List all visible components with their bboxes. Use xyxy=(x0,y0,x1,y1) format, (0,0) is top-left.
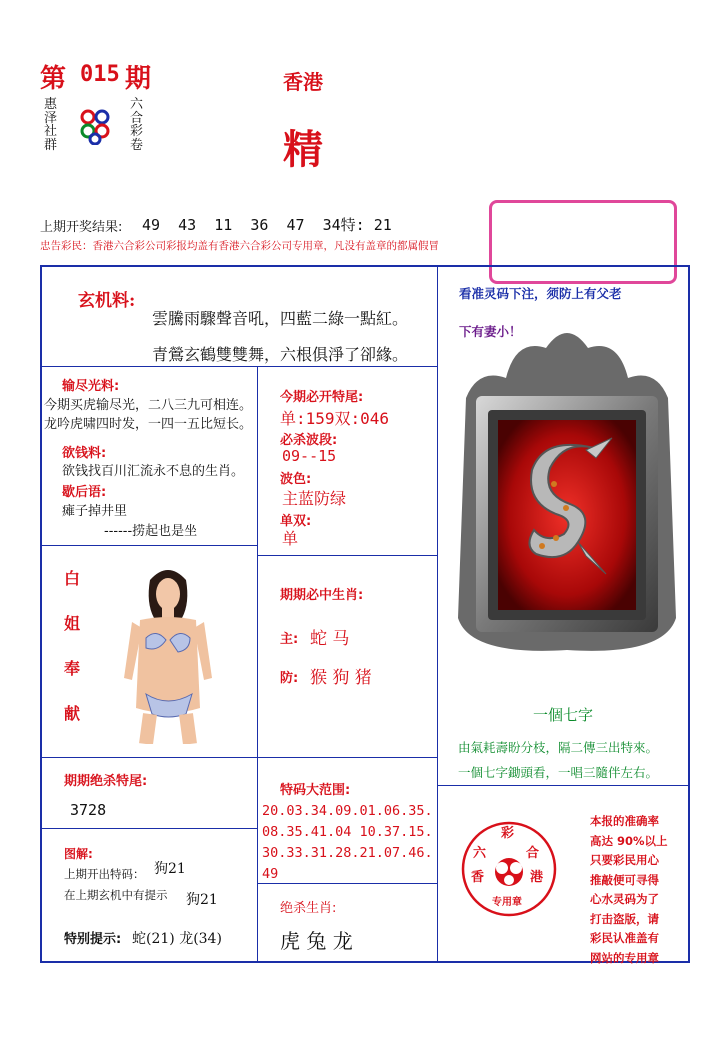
baijie-char: 白 xyxy=(64,569,81,588)
bosha-label: 必杀波段: xyxy=(280,433,338,448)
tema-row: 30.33.31.28.21.07.46. xyxy=(262,845,433,861)
club-name-vertical xyxy=(44,98,57,153)
accuracy-line: 高达 90%以上 xyxy=(590,833,668,848)
accuracy-line: 只要彩民用心 xyxy=(590,853,659,867)
seal-left: 六 xyxy=(473,846,487,861)
right-column-divider xyxy=(437,265,438,962)
lottery-char: 合 xyxy=(130,110,144,126)
xiehouyu-label: 歇后语: xyxy=(62,485,107,500)
middle-divider xyxy=(257,366,258,962)
baijie-vertical xyxy=(64,566,80,724)
bizhong-fang-value: 猴 狗 猪 xyxy=(310,668,372,688)
color-value: 主蓝防绿 xyxy=(282,489,347,508)
baijie-char: 姐 xyxy=(64,614,81,633)
bizhong-title: 期期必中生肖: xyxy=(280,588,364,603)
tema-row: 49 xyxy=(262,866,279,882)
color-label: 波色: xyxy=(280,472,312,487)
issue-di: 第 xyxy=(40,64,67,94)
shujin-label: 输尽光料: xyxy=(62,379,120,394)
dan-label: 单双: xyxy=(280,514,312,529)
dan-value: 单 xyxy=(282,529,299,548)
jueshashengxiao-value: 虎 兔 龙 xyxy=(280,929,353,953)
results-numbers: 49 43 11 36 47 34特: 21 xyxy=(142,216,392,234)
divider xyxy=(257,555,437,556)
lottery-name-vertical xyxy=(130,98,143,153)
tema-row: 20.03.34.09.01.06.35. xyxy=(262,803,433,819)
seal-bottom: 专用章 xyxy=(492,897,522,908)
frame-right xyxy=(688,265,690,962)
tema-row: 08.35.41.04 10.37.15. xyxy=(262,824,433,840)
divider xyxy=(40,757,437,758)
accuracy-line: 本报的准确率 xyxy=(590,814,659,828)
xiehouyu-text2: ------捞起也是坐 xyxy=(104,524,198,539)
tema-numbers xyxy=(262,801,433,885)
baijie-char: 献 xyxy=(64,704,81,723)
tujie-line2-label: 在上期玄机中有提示 xyxy=(64,888,168,902)
frame-left xyxy=(40,265,42,962)
xuanji-line2: 青鶯玄鶴雙雙舞，六根俱淨了卻緣。 xyxy=(152,345,409,364)
lottery-char: 卷 xyxy=(130,137,144,153)
region-title: 香港 xyxy=(283,70,323,94)
yuyan-text: 欲钱找百川汇流永不息的生肖。 xyxy=(62,464,245,479)
accuracy-line: 心水灵码为了 xyxy=(590,892,659,906)
frame-top xyxy=(40,265,690,267)
tujie-line1-label: 上期开出特码： xyxy=(64,867,145,881)
main-title-char: 精 xyxy=(283,126,323,173)
issue-qi: 期 xyxy=(125,64,152,94)
bizhong-main-value: 蛇 马 xyxy=(310,629,350,649)
yuyan-label: 欲钱料: xyxy=(62,446,107,461)
issue-number: 015 xyxy=(80,62,120,87)
xiehouyu-text1: 瘫子掉井里 xyxy=(62,504,128,519)
club-char: 社 xyxy=(44,124,58,140)
tujie-label: 图解: xyxy=(64,847,93,861)
xuanji-label: 玄机料: xyxy=(78,291,136,311)
xuanji-line1: 雲騰雨驟聲音吼，四藍二綠一點紅。 xyxy=(152,309,409,328)
club-char: 泽 xyxy=(44,110,58,126)
seal-bottom-right: 港 xyxy=(530,870,544,885)
club-char: 惠 xyxy=(44,97,58,112)
right-top-line1: 看准灵码下注，须防上有父老 xyxy=(459,286,622,301)
seal-bottom-left: 香 xyxy=(471,870,485,885)
shujin-line1: 今期买虎输尽光，二八三九可相连。 xyxy=(44,398,253,413)
bitewei-value: 单:159双:046 xyxy=(280,409,390,428)
tishi-label: 特别提示: xyxy=(64,932,122,947)
lottery-char: 六 xyxy=(130,97,144,112)
divider xyxy=(40,366,437,367)
jueshashengxiao-label: 绝杀生肖: xyxy=(280,901,337,916)
juesha-value: 3728 xyxy=(70,801,107,819)
accuracy-line: 推敲便可寻得 xyxy=(590,872,659,887)
tishi-value: 蛇(21) 龙(34) xyxy=(132,931,222,947)
accuracy-line: 网站的专用章 xyxy=(590,950,659,965)
divider xyxy=(40,545,257,546)
warning-text: 忠告彩民：香港六合彩公司彩报均盖有香港六合彩公司专用章，凡没有盖章的都属假冒 xyxy=(40,240,439,252)
seal-top: 彩 xyxy=(501,826,515,841)
lottery-logo-icon xyxy=(78,107,112,145)
qizi-line2: 一個七字鋤頭看，一唱三隨伴左右。 xyxy=(458,765,659,780)
model-photo xyxy=(120,558,215,744)
seal-right: 合 xyxy=(526,846,540,861)
bosha-value: 09--15 xyxy=(282,447,337,465)
accuracy-line: 彩民认准盖有 xyxy=(590,931,659,945)
accuracy-line: 打击盗版，请 xyxy=(590,911,659,926)
dragon-frame-image xyxy=(446,318,688,656)
tujie-line1-value: 狗21 xyxy=(154,861,186,877)
tema-title: 特码大范围: xyxy=(280,783,351,798)
right-top-line2: 下有妻小！ xyxy=(459,324,522,339)
shujin-line2: 龙吟虎啸四时发，一四一五比短长。 xyxy=(44,417,253,432)
stamp-box xyxy=(489,200,677,284)
club-char: 群 xyxy=(44,137,58,153)
qizi-line1: 由氣耗壽盼分枝，隔二傳三出特來。 xyxy=(458,740,659,755)
results-label: 上期开奖结果: xyxy=(40,220,123,235)
divider xyxy=(437,785,689,786)
qizi-title: 一個七字 xyxy=(533,706,594,724)
accuracy-text xyxy=(590,812,668,968)
divider xyxy=(40,828,257,829)
lottery-char: 彩 xyxy=(130,124,144,140)
baijie-char: 奉 xyxy=(64,659,81,678)
tujie-line2-value: 狗21 xyxy=(186,892,218,908)
bitewei-title: 今期必开特尾: xyxy=(280,390,364,405)
juesha-title: 期期绝杀特尾: xyxy=(64,774,148,789)
bizhong-main-label: 主: xyxy=(280,632,299,647)
bizhong-fang-label: 防: xyxy=(280,671,299,686)
